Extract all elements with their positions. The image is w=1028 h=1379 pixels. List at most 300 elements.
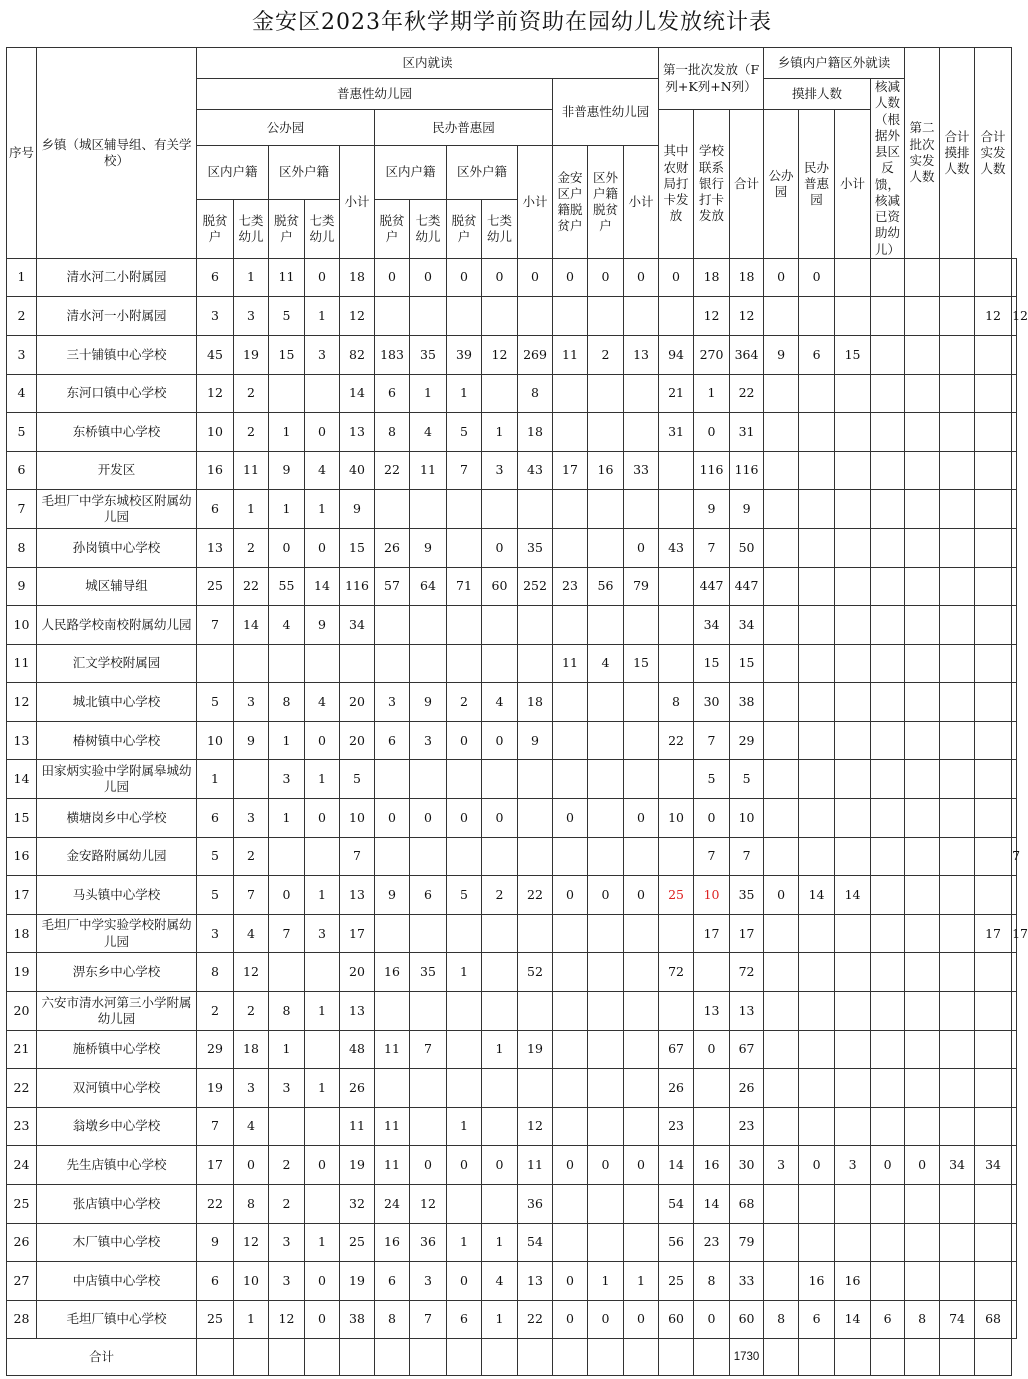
row-cell bbox=[375, 297, 410, 336]
row-cell: 7 bbox=[694, 721, 730, 760]
row-cell: 0 bbox=[624, 876, 659, 915]
table-row bbox=[7, 1262, 1017, 1301]
row-cell bbox=[624, 992, 659, 1031]
row-cell bbox=[975, 721, 1012, 760]
row-cell: 2 bbox=[269, 1146, 305, 1185]
row-cell: 0 bbox=[659, 258, 694, 297]
row-cell: 2 bbox=[197, 992, 234, 1031]
table-row bbox=[7, 490, 1017, 529]
row-cell: 26 bbox=[659, 1069, 694, 1108]
row-cell bbox=[764, 567, 799, 606]
row-cell: 30 bbox=[730, 1146, 764, 1185]
row-cell bbox=[624, 1107, 659, 1146]
row-cell bbox=[871, 567, 905, 606]
row-cell bbox=[1012, 258, 1017, 297]
row-cell bbox=[799, 760, 835, 799]
row-cell: 14 bbox=[694, 1185, 730, 1224]
row-cell bbox=[764, 799, 799, 838]
row-cell: 0 bbox=[588, 258, 624, 297]
row-cell bbox=[624, 837, 659, 876]
row-cell bbox=[975, 1107, 1012, 1146]
row-cell: 3 bbox=[764, 1146, 799, 1185]
row-cell bbox=[905, 567, 940, 606]
row-cell bbox=[975, 528, 1012, 567]
row-cell bbox=[518, 490, 553, 529]
row-cell bbox=[799, 992, 835, 1031]
row-cell: 1 bbox=[694, 374, 730, 413]
row-seq: 15 bbox=[7, 799, 37, 838]
row-cell bbox=[1012, 451, 1017, 490]
row-cell: 0 bbox=[482, 258, 518, 297]
row-cell: 10 bbox=[659, 799, 694, 838]
row-cell bbox=[624, 490, 659, 529]
row-cell: 38 bbox=[340, 1300, 375, 1339]
row-cell: 6 bbox=[871, 1300, 905, 1339]
row-cell bbox=[940, 606, 975, 645]
row-cell bbox=[588, 837, 624, 876]
row-cell bbox=[482, 1185, 518, 1224]
header-fei-puhui: 非普惠性幼儿园 bbox=[553, 79, 659, 146]
row-cell: 38 bbox=[730, 683, 764, 722]
row-cell bbox=[588, 528, 624, 567]
row-cell bbox=[624, 606, 659, 645]
row-cell: 0 bbox=[588, 1300, 624, 1339]
header-gb-qn-tuopin: 脱贫户 bbox=[197, 199, 234, 258]
row-cell: 16 bbox=[835, 1262, 871, 1301]
row-cell bbox=[871, 1069, 905, 1108]
row-cell: 55 bbox=[269, 567, 305, 606]
header-fp-jinan-tuopin: 金安区户籍脱贫户 bbox=[553, 146, 588, 258]
row-cell: 0 bbox=[375, 258, 410, 297]
row-cell: 6 bbox=[197, 799, 234, 838]
row-cell bbox=[905, 1262, 940, 1301]
row-cell bbox=[871, 413, 905, 452]
row-cell bbox=[940, 799, 975, 838]
row-cell: 11 bbox=[269, 258, 305, 297]
row-town-name: 六安市清水河第三小学附属幼儿园 bbox=[37, 992, 197, 1031]
row-cell: 9 bbox=[730, 490, 764, 529]
table-row bbox=[7, 258, 1017, 297]
row-cell bbox=[835, 413, 871, 452]
row-cell: 0 bbox=[624, 528, 659, 567]
row-cell bbox=[871, 953, 905, 992]
header-puhui: 普惠性幼儿园 bbox=[197, 79, 553, 110]
row-cell bbox=[835, 1223, 871, 1262]
row-cell bbox=[799, 837, 835, 876]
row-cell bbox=[764, 297, 799, 336]
row-cell: 8 bbox=[375, 413, 410, 452]
row-cell: 11 bbox=[375, 1107, 410, 1146]
row-cell bbox=[835, 683, 871, 722]
table-row bbox=[7, 451, 1017, 490]
header-mb-xiaoji: 小计 bbox=[518, 146, 553, 258]
row-seq: 17 bbox=[7, 876, 37, 915]
row-cell bbox=[1012, 528, 1017, 567]
row-cell: 34 bbox=[340, 606, 375, 645]
row-cell bbox=[624, 683, 659, 722]
row-cell: 0 bbox=[624, 258, 659, 297]
row-cell bbox=[975, 953, 1012, 992]
row-cell: 29 bbox=[730, 721, 764, 760]
row-cell bbox=[410, 837, 447, 876]
row-cell bbox=[305, 953, 340, 992]
row-cell: 11 bbox=[518, 1146, 553, 1185]
row-cell bbox=[799, 606, 835, 645]
header-second-batch: 第二批次实发人数 bbox=[905, 48, 940, 259]
row-cell bbox=[482, 606, 518, 645]
row-cell: 3 bbox=[234, 297, 269, 336]
row-cell: 3 bbox=[410, 1262, 447, 1301]
row-cell: 0 bbox=[269, 876, 305, 915]
row-town-name: 田家炳实验中学附属皋城幼儿园 bbox=[37, 760, 197, 799]
row-cell: 8 bbox=[518, 374, 553, 413]
row-cell: 29 bbox=[197, 1030, 234, 1069]
table-row bbox=[7, 1223, 1017, 1262]
row-cell bbox=[447, 644, 482, 683]
row-cell: 23 bbox=[553, 567, 588, 606]
row-cell: 54 bbox=[518, 1223, 553, 1262]
header-mb-quwai: 区外户籍 bbox=[447, 146, 518, 199]
row-cell bbox=[1012, 490, 1017, 529]
row-town-name: 张店镇中心学校 bbox=[37, 1185, 197, 1224]
row-cell bbox=[871, 760, 905, 799]
row-cell: 1 bbox=[482, 413, 518, 452]
row-seq: 13 bbox=[7, 721, 37, 760]
row-cell bbox=[940, 297, 975, 336]
row-cell: 3 bbox=[305, 335, 340, 374]
row-town-name: 清水河一小附属园 bbox=[37, 297, 197, 336]
row-cell: 6 bbox=[375, 374, 410, 413]
row-cell bbox=[553, 1107, 588, 1146]
row-cell: 0 bbox=[447, 721, 482, 760]
row-cell: 2 bbox=[234, 837, 269, 876]
row-cell bbox=[518, 606, 553, 645]
row-town-name: 马头镇中心学校 bbox=[37, 876, 197, 915]
row-cell bbox=[764, 837, 799, 876]
row-cell bbox=[940, 335, 975, 374]
row-cell: 0 bbox=[624, 1300, 659, 1339]
row-cell: 9 bbox=[764, 335, 799, 374]
row-cell: 24 bbox=[375, 1185, 410, 1224]
row-cell bbox=[482, 760, 518, 799]
row-cell: 0 bbox=[447, 258, 482, 297]
row-cell: 79 bbox=[730, 1223, 764, 1262]
row-cell: 1 bbox=[305, 297, 340, 336]
row-cell: 1 bbox=[447, 1107, 482, 1146]
row-cell: 0 bbox=[269, 528, 305, 567]
row-cell: 14 bbox=[340, 374, 375, 413]
row-cell: 15 bbox=[835, 335, 871, 374]
row-town-name: 毛坦厂镇中心学校 bbox=[37, 1300, 197, 1339]
row-cell: 7 bbox=[447, 451, 482, 490]
row-cell bbox=[835, 297, 871, 336]
row-cell: 14 bbox=[305, 567, 340, 606]
row-cell bbox=[940, 1223, 975, 1262]
row-cell: 447 bbox=[730, 567, 764, 606]
row-cell: 7 bbox=[694, 837, 730, 876]
row-cell: 9 bbox=[518, 721, 553, 760]
row-cell: 3 bbox=[410, 721, 447, 760]
row-cell: 2 bbox=[482, 876, 518, 915]
row-cell bbox=[905, 258, 940, 297]
row-cell: 19 bbox=[234, 335, 269, 374]
table-row bbox=[7, 992, 1017, 1031]
row-cell: 67 bbox=[730, 1030, 764, 1069]
row-town-name: 施桥镇中心学校 bbox=[37, 1030, 197, 1069]
row-cell bbox=[375, 760, 410, 799]
row-cell bbox=[482, 644, 518, 683]
row-cell: 35 bbox=[410, 953, 447, 992]
row-cell bbox=[588, 490, 624, 529]
row-cell bbox=[659, 451, 694, 490]
row-cell: 40 bbox=[340, 451, 375, 490]
table-row bbox=[7, 953, 1017, 992]
row-town-name: 东桥镇中心学校 bbox=[37, 413, 197, 452]
row-town-name: 横塘岗乡中心学校 bbox=[37, 799, 197, 838]
row-cell bbox=[1012, 606, 1017, 645]
row-cell: 16 bbox=[694, 1146, 730, 1185]
row-cell bbox=[1012, 374, 1017, 413]
row-cell: 0 bbox=[553, 799, 588, 838]
row-cell: 0 bbox=[305, 721, 340, 760]
row-cell: 9 bbox=[305, 606, 340, 645]
row-cell: 54 bbox=[659, 1185, 694, 1224]
row-cell bbox=[799, 374, 835, 413]
row-cell bbox=[624, 721, 659, 760]
row-cell: 15 bbox=[269, 335, 305, 374]
row-seq: 11 bbox=[7, 644, 37, 683]
row-seq: 3 bbox=[7, 335, 37, 374]
row-cell bbox=[871, 297, 905, 336]
row-cell bbox=[624, 1185, 659, 1224]
row-cell bbox=[764, 683, 799, 722]
row-cell: 0 bbox=[553, 876, 588, 915]
row-cell: 18 bbox=[518, 413, 553, 452]
row-cell bbox=[764, 644, 799, 683]
row-cell bbox=[905, 490, 940, 529]
row-cell: 17 bbox=[975, 914, 1012, 953]
row-cell bbox=[905, 721, 940, 760]
row-cell bbox=[940, 413, 975, 452]
row-cell bbox=[799, 1030, 835, 1069]
row-cell bbox=[553, 297, 588, 336]
table-body bbox=[7, 258, 1028, 1339]
row-cell: 16 bbox=[799, 1262, 835, 1301]
row-seq: 25 bbox=[7, 1185, 37, 1224]
row-cell bbox=[1012, 1107, 1017, 1146]
row-cell bbox=[269, 1107, 305, 1146]
row-cell bbox=[940, 914, 975, 953]
row-cell: 1 bbox=[447, 953, 482, 992]
row-cell: 8 bbox=[694, 1262, 730, 1301]
table-row bbox=[7, 1030, 1017, 1069]
row-cell bbox=[375, 992, 410, 1031]
row-cell bbox=[482, 953, 518, 992]
row-cell: 1 bbox=[305, 490, 340, 529]
row-town-name: 木厂镇中心学校 bbox=[37, 1223, 197, 1262]
row-cell: 67 bbox=[659, 1030, 694, 1069]
row-cell bbox=[905, 837, 940, 876]
header-gongban: 公办园 bbox=[197, 110, 375, 146]
row-cell: 4 bbox=[269, 606, 305, 645]
row-town-name: 人民路学校南校附属幼儿园 bbox=[37, 606, 197, 645]
row-cell: 7 bbox=[234, 876, 269, 915]
row-cell bbox=[871, 258, 905, 297]
row-cell: 25 bbox=[197, 1300, 234, 1339]
row-cell: 3 bbox=[375, 683, 410, 722]
row-cell bbox=[871, 914, 905, 953]
row-cell bbox=[588, 953, 624, 992]
row-cell bbox=[764, 413, 799, 452]
row-cell: 12 bbox=[234, 1223, 269, 1262]
row-cell: 6 bbox=[197, 258, 234, 297]
row-cell bbox=[975, 258, 1012, 297]
row-cell: 11 bbox=[375, 1146, 410, 1185]
row-cell: 0 bbox=[410, 1146, 447, 1185]
row-cell bbox=[871, 721, 905, 760]
row-cell bbox=[305, 644, 340, 683]
row-cell bbox=[624, 1223, 659, 1262]
row-cell bbox=[905, 992, 940, 1031]
row-cell: 17 bbox=[694, 914, 730, 953]
row-cell bbox=[871, 451, 905, 490]
row-cell: 48 bbox=[340, 1030, 375, 1069]
row-cell: 26 bbox=[375, 528, 410, 567]
row-cell: 3 bbox=[269, 1262, 305, 1301]
row-cell bbox=[1012, 683, 1017, 722]
row-cell: 6 bbox=[375, 721, 410, 760]
row-cell bbox=[835, 567, 871, 606]
row-cell: 0 bbox=[518, 258, 553, 297]
row-cell bbox=[940, 837, 975, 876]
row-cell bbox=[197, 644, 234, 683]
row-cell bbox=[940, 528, 975, 567]
row-cell: 12 bbox=[730, 297, 764, 336]
table-row bbox=[7, 297, 1017, 336]
row-cell bbox=[975, 335, 1012, 374]
row-cell: 43 bbox=[518, 451, 553, 490]
row-cell: 0 bbox=[482, 1146, 518, 1185]
row-cell: 13 bbox=[730, 992, 764, 1031]
total-row bbox=[7, 1339, 1017, 1376]
row-cell bbox=[835, 374, 871, 413]
row-cell: 74 bbox=[940, 1300, 975, 1339]
row-town-name: 三十铺镇中心学校 bbox=[37, 335, 197, 374]
row-cell: 0 bbox=[305, 528, 340, 567]
row-cell bbox=[871, 644, 905, 683]
row-cell: 17 bbox=[730, 914, 764, 953]
row-cell: 7 bbox=[269, 914, 305, 953]
row-cell bbox=[799, 683, 835, 722]
row-town-name: 翁墩乡中心学校 bbox=[37, 1107, 197, 1146]
row-cell bbox=[659, 490, 694, 529]
row-cell bbox=[905, 297, 940, 336]
row-cell bbox=[871, 992, 905, 1031]
row-cell: 13 bbox=[518, 1262, 553, 1301]
row-cell bbox=[447, 528, 482, 567]
row-cell: 60 bbox=[730, 1300, 764, 1339]
row-cell: 23 bbox=[694, 1223, 730, 1262]
row-cell bbox=[871, 374, 905, 413]
row-cell bbox=[588, 799, 624, 838]
row-cell: 116 bbox=[340, 567, 375, 606]
row-cell: 19 bbox=[197, 1069, 234, 1108]
row-cell: 32 bbox=[340, 1185, 375, 1224]
row-cell bbox=[624, 760, 659, 799]
row-cell: 18 bbox=[730, 258, 764, 297]
header-hejian: 核减人数（根据外县区反馈，核减已资助幼儿） bbox=[871, 79, 905, 259]
row-cell: 447 bbox=[694, 567, 730, 606]
row-cell: 3 bbox=[197, 914, 234, 953]
row-cell bbox=[553, 606, 588, 645]
row-cell bbox=[1012, 1223, 1017, 1262]
row-cell: 25 bbox=[340, 1223, 375, 1262]
statistics-table bbox=[6, 47, 1028, 1376]
row-cell bbox=[659, 644, 694, 683]
row-cell: 22 bbox=[197, 1185, 234, 1224]
row-cell bbox=[940, 1069, 975, 1108]
row-cell bbox=[764, 992, 799, 1031]
row-cell bbox=[905, 876, 940, 915]
page-title: 金安区2023年秋学期学前资助在园幼儿发放统计表 bbox=[252, 10, 772, 35]
row-cell: 31 bbox=[659, 413, 694, 452]
row-cell bbox=[799, 914, 835, 953]
header-nongcai: 其中农财局打卡发放 bbox=[659, 110, 694, 259]
row-cell: 60 bbox=[482, 567, 518, 606]
row-cell bbox=[553, 953, 588, 992]
row-cell: 13 bbox=[624, 335, 659, 374]
row-cell: 8 bbox=[905, 1300, 940, 1339]
row-cell bbox=[940, 490, 975, 529]
row-cell: 68 bbox=[730, 1185, 764, 1224]
row-cell bbox=[764, 528, 799, 567]
row-cell bbox=[410, 1069, 447, 1108]
row-cell: 10 bbox=[197, 721, 234, 760]
row-cell bbox=[799, 567, 835, 606]
row-cell: 52 bbox=[518, 953, 553, 992]
row-seq: 26 bbox=[7, 1223, 37, 1262]
row-cell: 12 bbox=[197, 374, 234, 413]
table-row bbox=[7, 528, 1017, 567]
row-cell: 183 bbox=[375, 335, 410, 374]
row-town-name: 城北镇中心学校 bbox=[37, 683, 197, 722]
row-cell: 20 bbox=[340, 683, 375, 722]
row-cell: 17 bbox=[197, 1146, 234, 1185]
row-cell bbox=[588, 413, 624, 452]
row-cell bbox=[835, 799, 871, 838]
row-cell bbox=[447, 490, 482, 529]
row-cell: 34 bbox=[940, 1146, 975, 1185]
row-cell bbox=[764, 1107, 799, 1146]
row-cell bbox=[905, 644, 940, 683]
row-cell bbox=[764, 1262, 799, 1301]
row-cell bbox=[410, 1107, 447, 1146]
row-seq: 14 bbox=[7, 760, 37, 799]
row-cell: 6 bbox=[197, 490, 234, 529]
header-total-shifa: 合计实发人数 bbox=[975, 48, 1012, 259]
row-cell: 1 bbox=[269, 721, 305, 760]
row-cell: 1 bbox=[447, 374, 482, 413]
row-cell bbox=[871, 1223, 905, 1262]
row-cell bbox=[1012, 953, 1017, 992]
row-cell bbox=[410, 914, 447, 953]
row-cell bbox=[518, 1069, 553, 1108]
row-cell: 0 bbox=[375, 799, 410, 838]
row-cell bbox=[447, 837, 482, 876]
table-row bbox=[7, 721, 1017, 760]
row-seq: 8 bbox=[7, 528, 37, 567]
row-cell bbox=[905, 374, 940, 413]
